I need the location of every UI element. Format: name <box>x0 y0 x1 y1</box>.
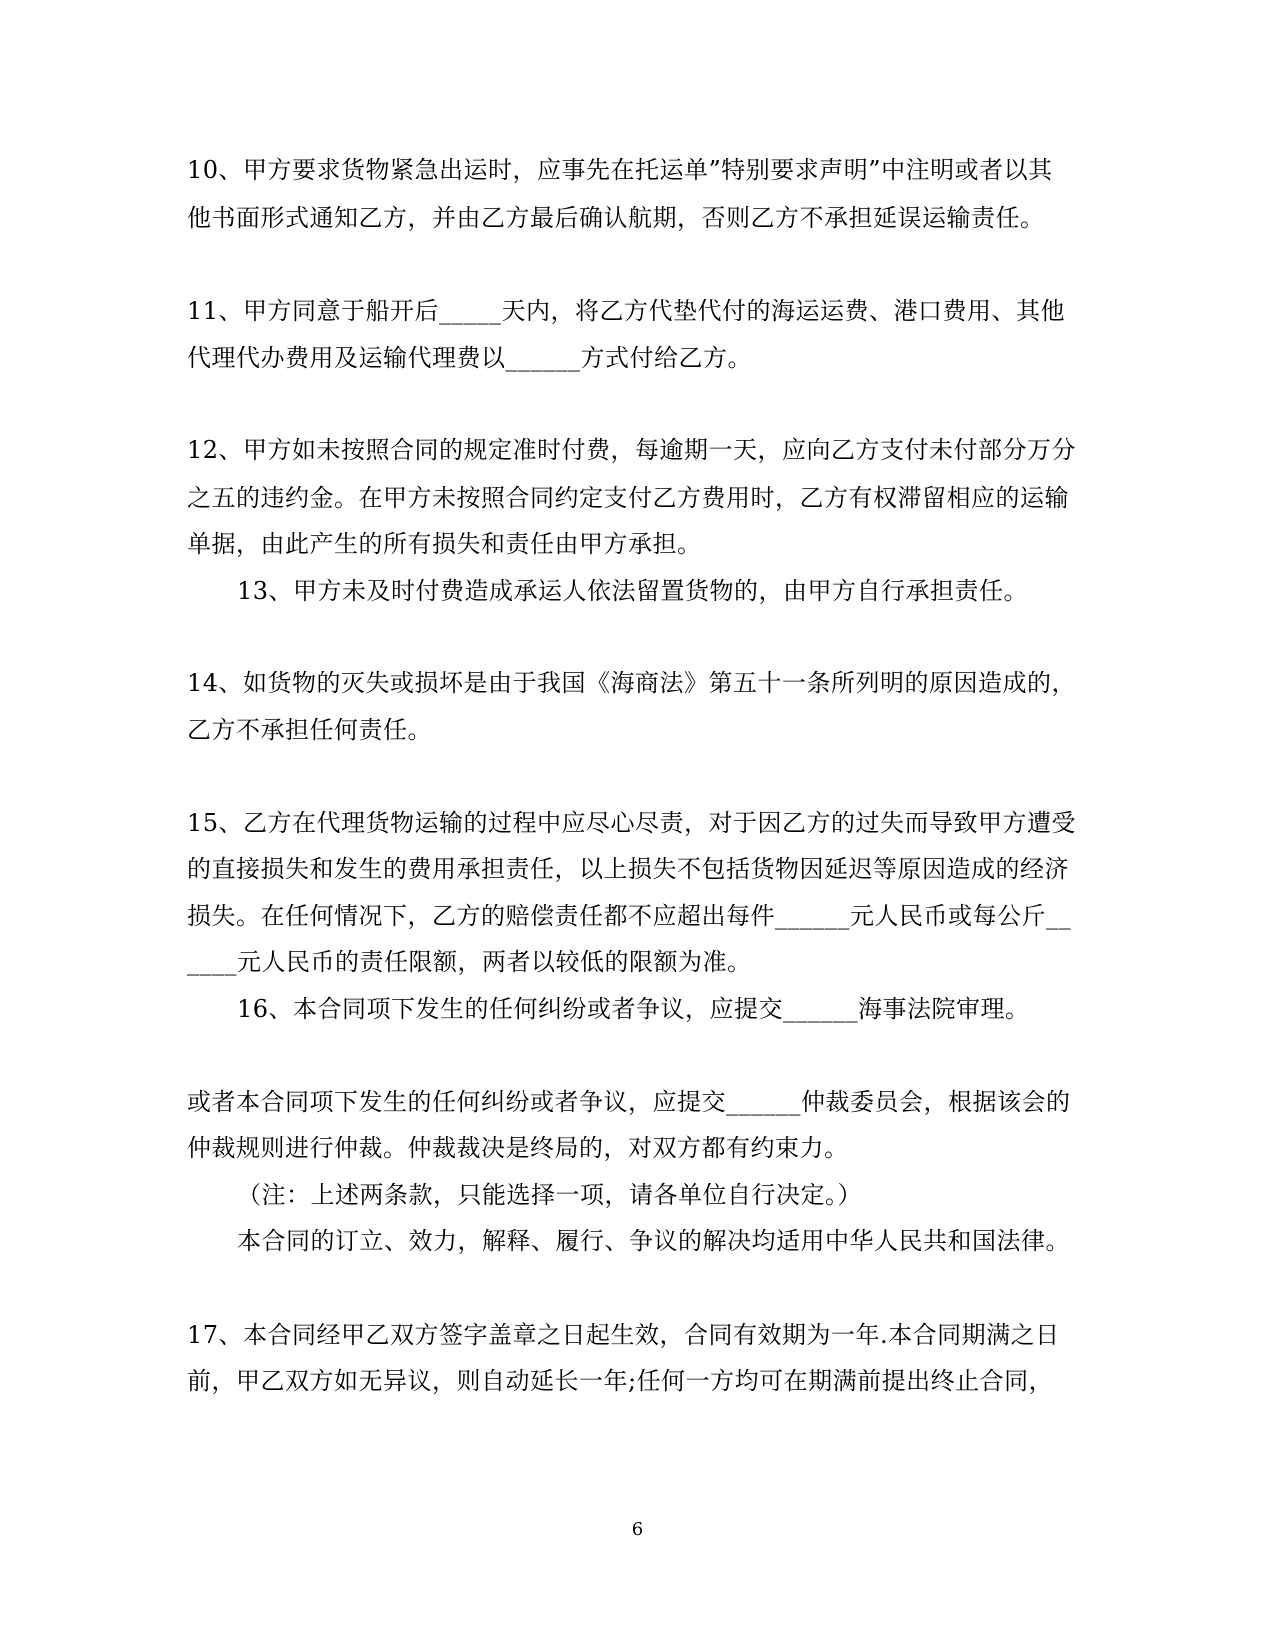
text-line: 或者本合同项下发生的任何纠纷或者争议，应提交______仲裁委员会，根据该会的 <box>187 1088 1071 1116</box>
page-number: 6 <box>631 1519 644 1540</box>
text-line: 16、本合同项下发生的任何纠纷或者争议，应提交______海事法院审理。 <box>237 995 1030 1023</box>
text-line: 11、甲方同意于船开后_____天内，将乙方代垫代付的海运运费、港口费用、其他 <box>187 297 1066 325</box>
text-line: 15、乙方在代理货物运输的过程中应尽心尽责，对于因乙方的过失而导致甲方遭受 <box>187 809 1077 837</box>
text-line: 之五的违约金。在甲方未按照合同约定支付乙方费用时，乙方有权滞留相应的运输 <box>187 484 1069 512</box>
text-line: 的直接损失和发生的费用承担责任，以上损失不包括货物因延迟等原因造成的经济 <box>187 855 1069 883</box>
text-line: ____元人民币的责任限额，两者以较低的限额为准。 <box>187 948 752 976</box>
text-line: 乙方不承担任何责任。 <box>187 716 432 744</box>
text-line: 13、甲方未及时付费造成承运人依法留置货物的，由甲方自行承担责任。 <box>237 577 1029 605</box>
text-line: 本合同的订立、效力，解释、履行、争议的解决均适用中华人民共和国法律。 <box>237 1227 1070 1255</box>
text-line: 仲裁规则进行仲裁。仲裁裁决是终局的，对双方都有约束力。 <box>187 1134 849 1162</box>
text-line: 前，甲乙双方如无异议，则自动延长一年;任何一方均可在期满前提出终止合同， <box>187 1367 1054 1395</box>
text-line: 14、如货物的灭失或损坏是由于我国《海商法》第五十一条所列明的原因造成的， <box>187 669 1077 697</box>
text-line: 12、甲方如未按照合同的规定准时付费，每逾期一天，应向乙方支付未付部分万分 <box>187 436 1077 464</box>
text-line: 代理代办费用及运输代理费以______方式付给乙方。 <box>187 344 752 372</box>
text-line: 10、甲方要求货物紧急出运时，应事先在托运单”特别要求声明”中注明或者以其 <box>187 156 1053 184</box>
text-line: 他书面形式通知乙方，并由乙方最后确认航期，否则乙方不承担延误运输责任。 <box>187 204 1045 232</box>
text-line: 17、本合同经甲乙双方签字盖章之日起生效，合同有效期为一年.本合同期满之日 <box>187 1321 1060 1349</box>
text-line: 单据，由此产生的所有损失和责任由甲方承担。 <box>187 530 702 558</box>
text-line: 损失。在任何情况下，乙方的赔偿责任都不应超出每件______元人民币或每公斤__ <box>187 902 1071 930</box>
text-line: （注：上述两条款，只能选择一项，请各单位自行决定。） <box>237 1181 862 1209</box>
